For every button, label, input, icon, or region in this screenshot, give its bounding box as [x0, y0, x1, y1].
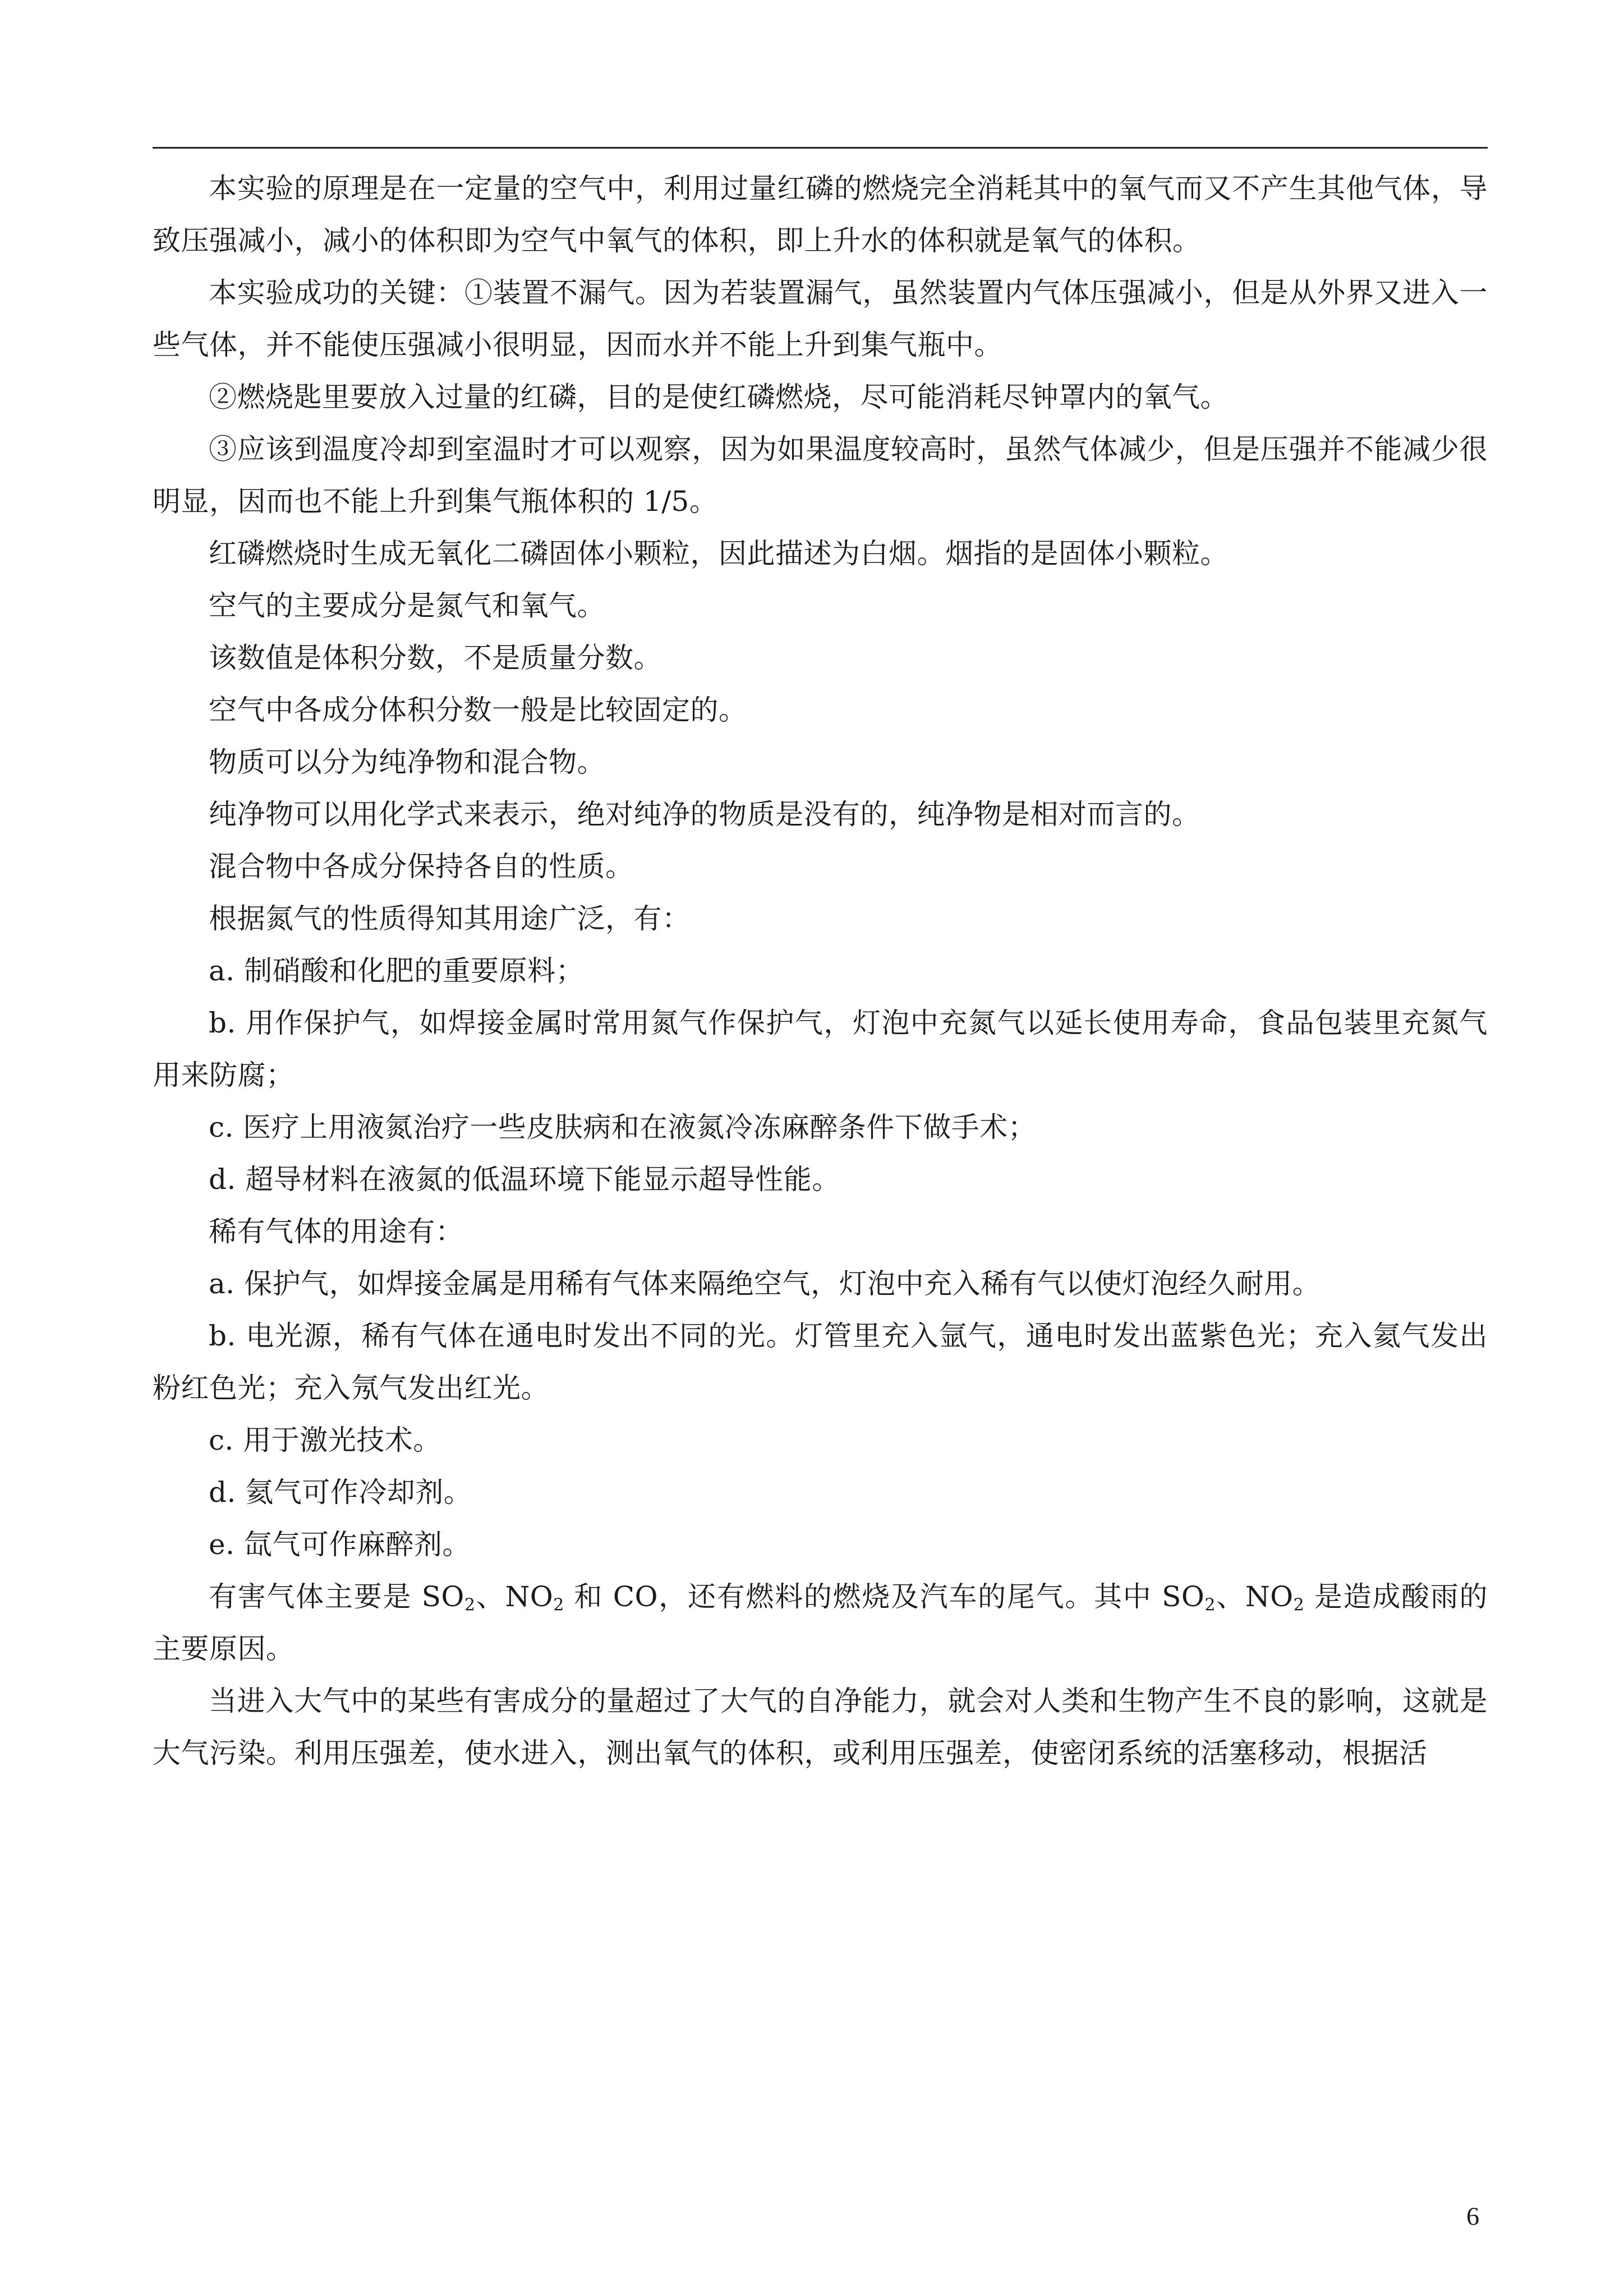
list-item: a. 制硝酸和化肥的重要原料；	[209, 955, 585, 987]
text-segment: 和 CO，还有燃料的燃烧及汽车的尾气。其中 SO	[564, 1580, 1205, 1613]
subscript: 2	[1293, 1595, 1305, 1615]
paragraph: 当进入大气中的某些有害成分的量超过了大气的自净能力，就会对人类和生物产生不良的影响，这就是大气污染。利用压强差，使水进入，测出氧气的体积，或利用压强差，使密闭系统的活塞移动，根据活	[153, 1685, 1488, 1769]
paragraph: 稀有气体的用途有：	[209, 1215, 464, 1248]
list-item: c. 用于激光技术。	[209, 1424, 441, 1456]
page-number: 6	[1466, 2202, 1479, 2230]
text-segment: 、NO	[1215, 1580, 1294, 1613]
subscript: 2	[1204, 1595, 1216, 1615]
paragraph: 物质可以分为纯净物和混合物。	[209, 746, 605, 778]
list-item: d. 氦气可作冷却剂。	[209, 1476, 472, 1509]
paragraph: 空气的主要成分是氮气和氧气。	[209, 589, 605, 622]
list-item: d. 超导材料在液氮的低温环境下能显示超导性能。	[209, 1163, 840, 1196]
list-item: c. 医疗上用液氮治疗一些皮肤病和在液氮冷冻麻醉条件下做手术；	[209, 1111, 1037, 1144]
subscript: 2	[553, 1595, 564, 1615]
document-body	[153, 163, 1488, 1779]
list-item: e. 氙气可作麻醉剂。	[209, 1528, 471, 1561]
paragraph: 根据氮气的性质得知其用途广泛，有：	[209, 902, 691, 935]
list-item: a. 保护气，如焊接金属是用稀有气体来隔绝空气，灯泡中充入稀有气以使灯泡经久耐用。	[209, 1267, 1321, 1300]
text-segment: 有害气体主要是 SO	[209, 1580, 464, 1613]
list-item: b. 用作保护气，如焊接金属时常用氮气作保护气，灯泡中充氮气以延长使用寿命，食品包装里充氮气用来防腐；	[153, 1007, 1488, 1091]
paragraph: 红磷燃烧时生成无氧化二磷固体小颗粒，因此描述为白烟。烟指的是固体小颗粒。	[209, 537, 1229, 570]
paragraph: 纯净物可以用化学式来表示，绝对纯净的物质是没有的，纯净物是相对而言的。	[209, 798, 1200, 831]
paragraph: 空气中各成分体积分数一般是比较固定的。	[209, 694, 747, 726]
paragraph: ③应该到温度冷却到室温时才可以观察，因为如果温度较高时，虽然气体减少，但是压强并不能减少很明显，因而也不能上升到集气瓶体积的 1/5。	[153, 433, 1488, 518]
paragraph: ②燃烧匙里要放入过量的红磷，目的是使红磷燃烧，尽可能消耗尽钟罩内的氧气。	[209, 381, 1229, 413]
paragraph: 该数值是体积分数，不是质量分数。	[209, 642, 662, 674]
text-segment: 是造成酸雨的主要原因。	[153, 1580, 1488, 1665]
subscript: 2	[464, 1595, 476, 1615]
paragraph: 本实验成功的关键：①装置不漏气。因为若装置漏气，虽然装置内气体压强减小，但是从外界又进入一些气体，并不能使压强减小很明显，因而水并不能上升到集气瓶中。	[153, 276, 1488, 361]
list-item: b. 电光源，稀有气体在通电时发出不同的光。灯管里充入氩气，通电时发出蓝紫色光；充入氦气发出粉红色光；充入氖气发出红光。	[153, 1320, 1488, 1404]
header-rule	[153, 147, 1488, 149]
text-segment: 、NO	[475, 1580, 554, 1613]
harmful-gas-paragraph	[153, 1571, 1488, 1675]
paragraph: 混合物中各成分保持各自的性质。	[209, 850, 634, 883]
paragraph: 本实验的原理是在一定量的空气中，利用过量红磷的燃烧完全消耗其中的氧气而又不产生其他气体，导致压强减小，减小的体积即为空气中氧气的体积，即上升水的体积就是氧气的体积。	[153, 172, 1488, 257]
